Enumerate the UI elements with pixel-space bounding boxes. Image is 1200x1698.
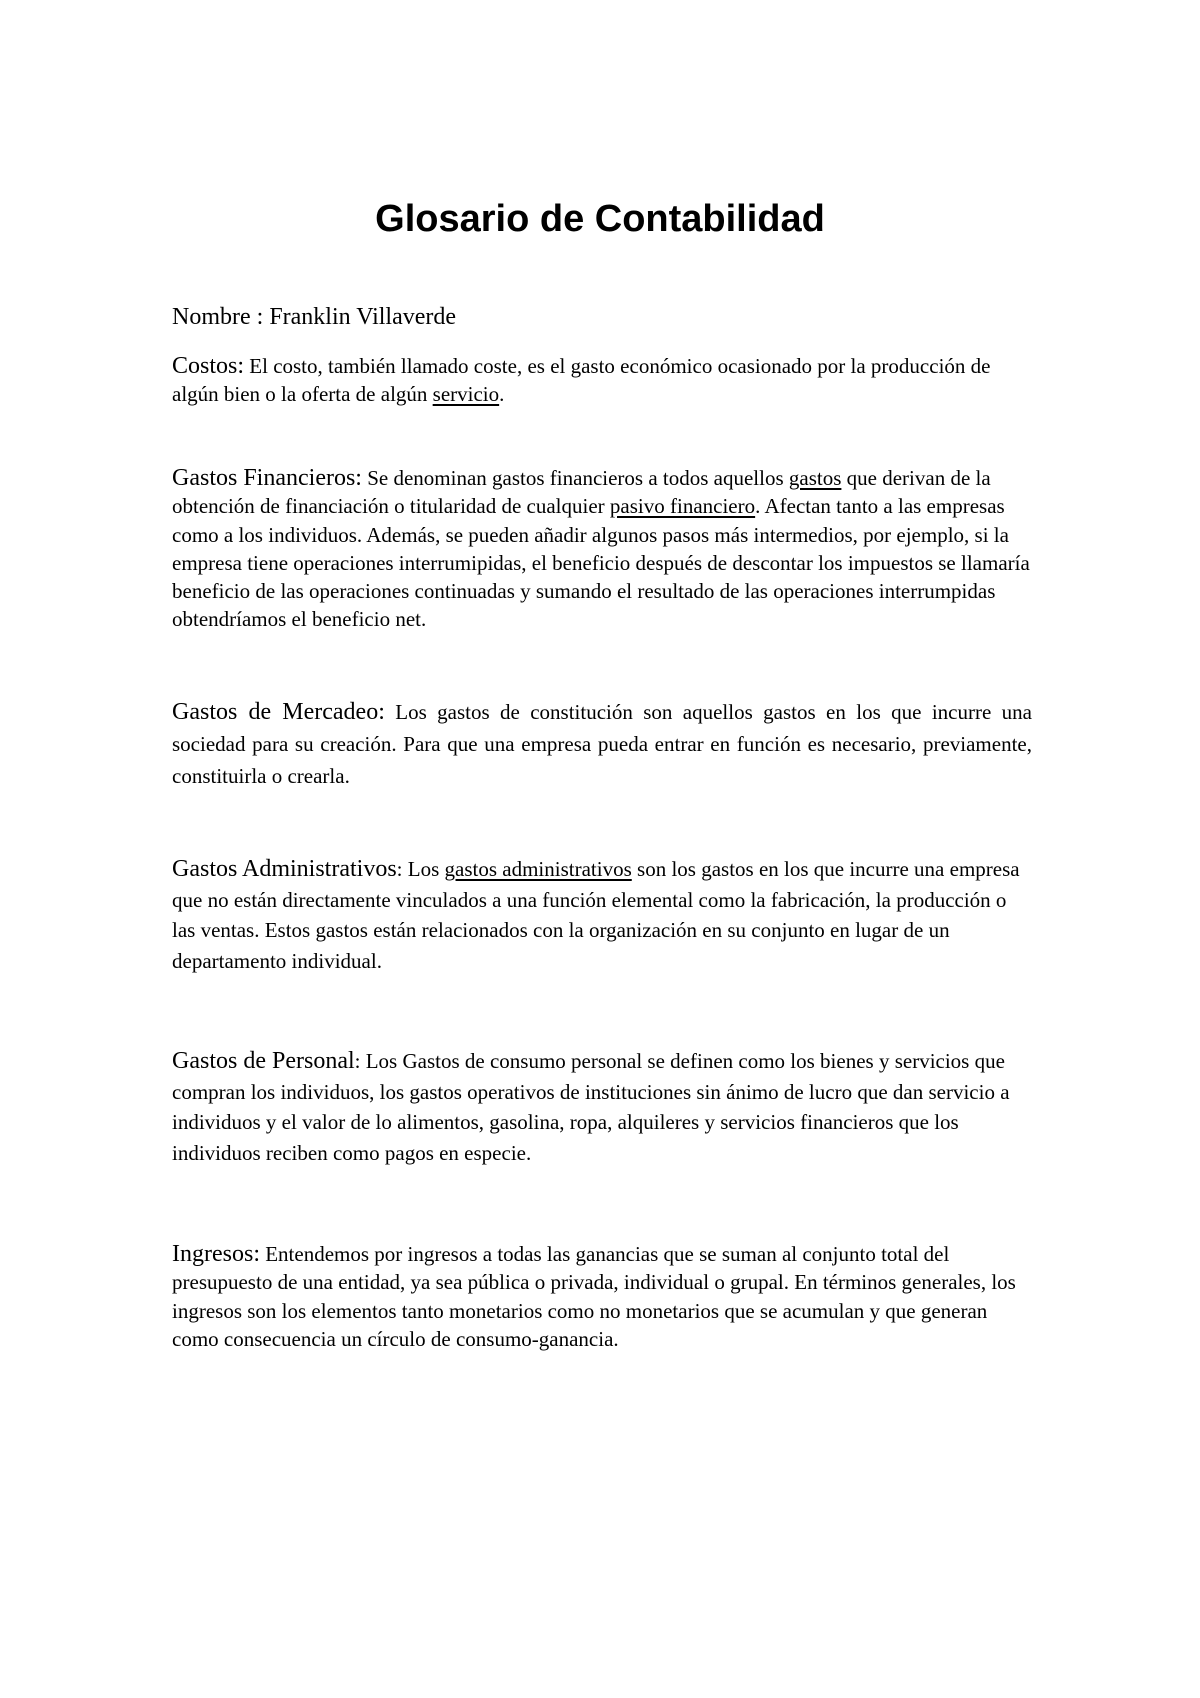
entry-text: . (499, 382, 505, 407)
entry-text: : Los (396, 857, 445, 881)
entry-text: : Los Gastos de consumo personal se definen como los bienes y servicios que compran los individuos, los gastos operativos de instituciones sin ánimo de lucro que dan servicio a individuos y el valor de lo alimentos, gasolina, ropa, alquileres y servicios financieros que los individuos reciben como pagos en especie. (172, 1049, 1010, 1165)
entry-link-servicio[interactable]: servicio (432, 382, 500, 407)
entry-term: Ingresos: (172, 1241, 260, 1267)
glossary-entry-ingresos (172, 1240, 1032, 1353)
glossary-entry-gastos-financieros (172, 464, 1032, 634)
entry-text: El costo, también llamado coste, es el gasto económico ocasionado por la producción de algún bien o la oferta de algún (172, 354, 991, 407)
entry-term: Gastos Financieros: (172, 465, 362, 491)
glossary-entry-gastos-personal (172, 1046, 1032, 1168)
glossary-entry-costos (172, 352, 1032, 409)
entry-link-gastos-administrativos[interactable]: gastos administrativos (444, 857, 632, 881)
entry-term: Gastos de Mercadeo: (172, 699, 385, 725)
entry-text: Se denominan gastos financieros a todos aquellos (361, 466, 789, 490)
entry-term: Costos: (172, 353, 245, 379)
entry-link-gastos[interactable]: gastos (788, 466, 842, 490)
entry-text: son los gastos en los que incurre una empresa que no están directamente vinculados a una función elemental como la fabricación, la producción o las ventas. Estos gastos están relacionados con la organización en su conjunto en lugar de un departamento individual. (172, 857, 1020, 973)
document-title: Glosario de Contabilidad (375, 198, 825, 240)
author-line (172, 302, 456, 332)
entry-text: . Afectan tanto a las empresas como a los individuos. Además, se pueden añadir algunos pasos más intermedios, por ejemplo, si la empresa tiene operaciones interrumipidas, el beneficio después de descontar los impuestos se llamaría beneficio de las operaciones continuadas y sumando el resultado de las operaciones interrumpidas obtendríamos el beneficio net. (172, 494, 1030, 632)
entry-text: que derivan de la obtención de financiación o titularidad de cualquier (172, 466, 991, 519)
entry-term: Gastos de Personal (172, 1048, 355, 1074)
entry-link-pasivo-financiero[interactable]: pasivo financiero (609, 494, 756, 519)
glossary-entry-gastos-administrativos (172, 854, 1032, 976)
author-label: Nombre : Franklin Villaverde (172, 304, 457, 330)
glossary-entry-gastos-mercadeo (172, 696, 1032, 792)
entry-text: Los gastos de constitución son aquellos gastos en los que incurre una sociedad para su creación. Para que una empresa pueda entrar en función es necesario, previamente, constituirla o crearla. (172, 700, 1032, 788)
entry-text: Entendemos por ingresos a todas las ganancias que se suman al conjunto total del presupuesto de una entidad, ya sea pública o privada, individual o grupal. En términos generales, los ingresos son los elementos tanto monetarios como no monetarios que se acumulan y que generan como consecuencia un círculo de consumo-ganancia. (172, 1242, 1016, 1351)
entry-term: Gastos Administrativos (172, 856, 397, 882)
